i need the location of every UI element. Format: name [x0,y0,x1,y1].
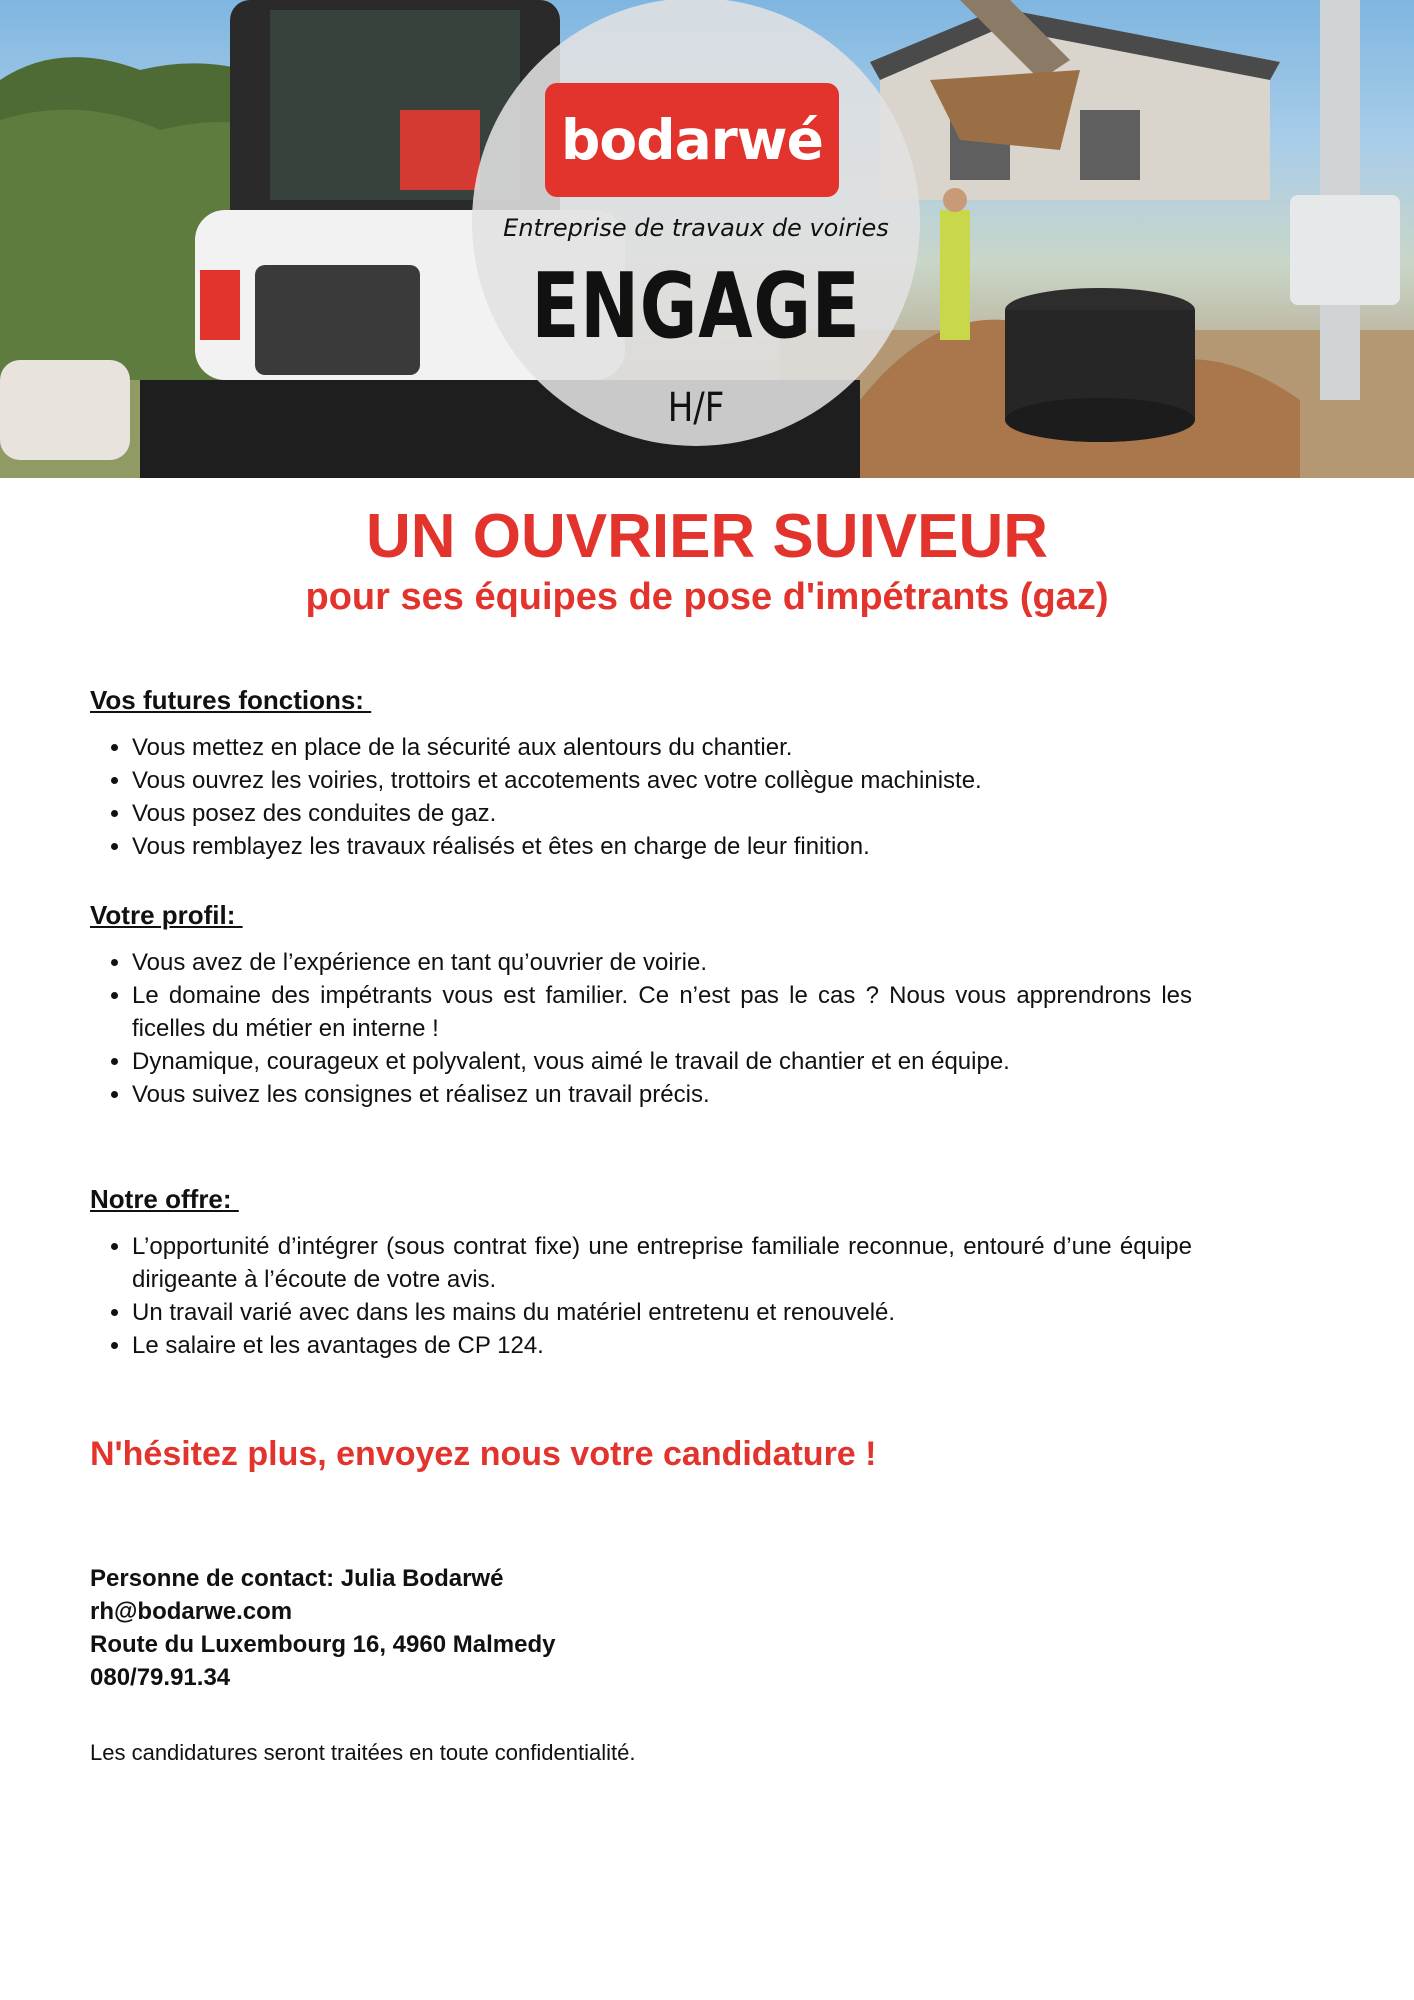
list-item: • Un travail varié avec dans les mains du matériel entretenu et renouvelé. [132,1296,1192,1329]
job-title: UN OUVRIER SUIVEUR [365,502,1049,571]
company-logo [545,83,839,197]
section-heading-offre: Notre offre: [90,1184,239,1214]
list-item: • Le domaine des impétrants vous est familier. Ce n’est pas le cas ? Nous vous apprendrons les ficelles du métier en interne ! [132,979,1192,1045]
contact-address: Route du Luxembourg 16, 4960 Malmedy [90,1631,556,1658]
contact-person: Personne de contact: Julia Bodarwé [90,1565,504,1592]
profil-list [90,946,1192,1111]
list-item: • Vous posez des conduites de gaz. [132,797,1192,830]
call-to-action: N'hésitez plus, envoyez nous votre candidature ! [90,1435,877,1473]
list-item: • Dynamique, courageux et polyvalent, vous aimé le travail de chantier et en équipe. [132,1045,1192,1078]
section-heading-profil: Votre profil: [90,900,243,930]
offre-list [90,1230,1192,1362]
company-tagline: Entreprise de travaux de voiries [503,214,889,242]
list-item: • Le salaire et les avantages de CP 124. [132,1329,1192,1362]
list-item: • Vous suivez les consignes et réalisez un travail précis. [132,1078,1192,1111]
engage-heading: ENGAGE [531,254,861,359]
list-item: • Vous ouvrez les voiries, trottoirs et accotements avec votre collègue machiniste. [132,764,1192,797]
confidentiality-note: Les candidatures seront traitées en toute confidentialité. [90,1740,636,1765]
job-description [90,684,1192,1768]
hero-photo [0,0,1414,478]
section-heading-fonctions: Vos futures fonctions: [90,685,372,715]
list-item: • Vous remblayez les travaux réalisés et êtes en charge de leur finition. [132,830,1192,863]
job-subtitle: pour ses équipes de pose d'impétrants (gaz) [305,576,1109,618]
list-item: • Vous avez de l’expérience en tant qu’ouvrier de voirie. [132,946,1192,979]
contact-block [90,1562,1192,1694]
contact-email[interactable]: rh@bodarwe.com [90,1598,293,1625]
contact-phone[interactable]: 080/79.91.34 [90,1664,231,1691]
list-item: • Vous mettez en place de la sécurité aux alentours du chantier. [132,731,1192,764]
list-item: • L’opportunité d’intégrer (sous contrat fixe) une entreprise familiale reconnue, entouré d’une équipe dirigeante à l’écoute de votre avis. [132,1230,1192,1296]
gender-label: H/F [667,385,725,431]
fonctions-list [90,731,1192,863]
logo-wordmark: bodarwé [561,108,823,172]
